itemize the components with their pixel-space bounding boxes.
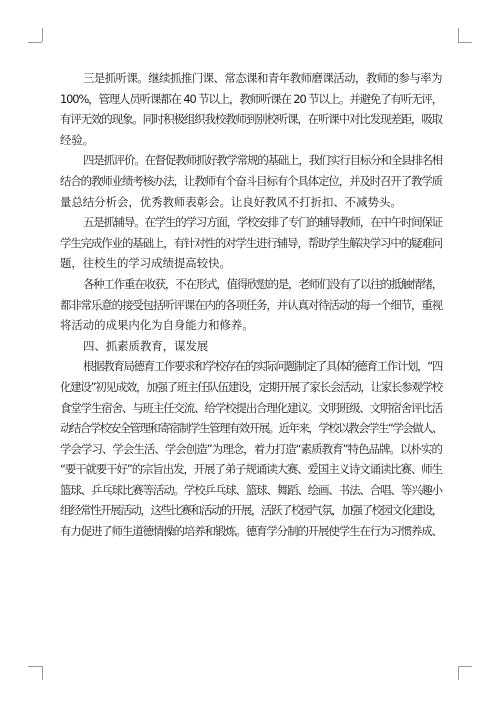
paragraph xyxy=(60,356,442,541)
text-line: 将活动的成果内化为自身能力和修养。 xyxy=(60,318,254,333)
text-line: 组经常性开展活动，这些比赛和活动的开展，活跃了校园气氛，加强了校园文化建设， xyxy=(60,503,442,518)
document-body xyxy=(60,68,442,542)
text-line: 动结合学校安全管理和寄宿制学生管理有效开展。近年来，学校以教会学生“学会做人、 xyxy=(60,421,442,436)
paragraph xyxy=(60,150,442,212)
text-line: 根据教育局德育工作要求和学校存在的实际问题制定了具体的德育工作计划，“四 xyxy=(83,359,442,374)
text-line: 五是抓辅导。在学生的学习方面，学校安排了专门的辅导教师，在中午时间保证 xyxy=(83,215,442,230)
paragraph xyxy=(60,274,442,336)
section-heading xyxy=(60,336,442,357)
paragraph xyxy=(60,212,442,274)
text-line: 都非常乐意的接受包括听评课在内的各项任务，并认真对待活动的每一个细节，重视 xyxy=(60,297,442,312)
text-line: 四是抓评价。在督促教师抓好教学常规的基础上，我们实行目标分和全县排名相 xyxy=(83,153,442,168)
text-line: “要干就要干好”的宗旨出发，开展了弟子规诵读大赛、爱国主义诗文诵读比赛、师生 xyxy=(60,462,442,477)
heading-line: 四、抓素质教育，谋发展 xyxy=(83,338,209,353)
text-line: 篮球、乒乓球比赛等活动。学校乒乓球、篮球、舞蹈、绘画、书法、合唱、等兴趣小 xyxy=(60,482,442,497)
text-line: 化建设”初见成效，加强了班主任队伍建设，定期开展了家长会活动，让家长参观学校 xyxy=(60,379,442,394)
text-line: 学生完成作业的基础上，有针对性的对学生进行辅导，帮助学生解决学习中的疑难问 xyxy=(60,235,442,250)
paragraph xyxy=(60,68,442,150)
text-line: 经验。 xyxy=(60,132,95,147)
text-line: 有评无效的现象。同时积极组织我校教师到别校听课，在听课中对比发现差距，吸取 xyxy=(60,112,442,127)
text-line: 三是抓听课。继续抓推门课、常态课和青年教师磨课活动，教师的参与率为 xyxy=(83,71,442,85)
text-line: 量总结分析会，优秀教师表彰会。让良好教风不打折扣、不减势头。 xyxy=(60,194,402,209)
text-line: 各种工作重在收获，不在形式，值得欣慰的是，老师们没有了以往的抵触情绪， xyxy=(83,276,442,291)
text-line: 结合的教师业绩考核办法，让教师有个奋斗目标有个具体定位，并及时召开了教学质 xyxy=(60,173,442,188)
text-line: 100%，管理人员听课都在 40 节以上，教师听课在 20 节以上。并避免了有听无评， xyxy=(60,91,442,106)
text-line: 学会学习、学会生活、学会创造”为理念，着力打造“素质教育”特色品牌。以朴实的 xyxy=(60,441,442,456)
text-line: 题，往校生的学习成绩提高较快。 xyxy=(60,256,231,271)
text-line: 食堂学生宿舍、与班主任交流、给学校提出合理化建议。文明班级、文明宿舍评比活 xyxy=(60,400,442,415)
text-line: 有力促进了师生道德情操的培养和锻炼。德育学分制的开展使学生在行为习惯养成、 xyxy=(60,524,442,539)
